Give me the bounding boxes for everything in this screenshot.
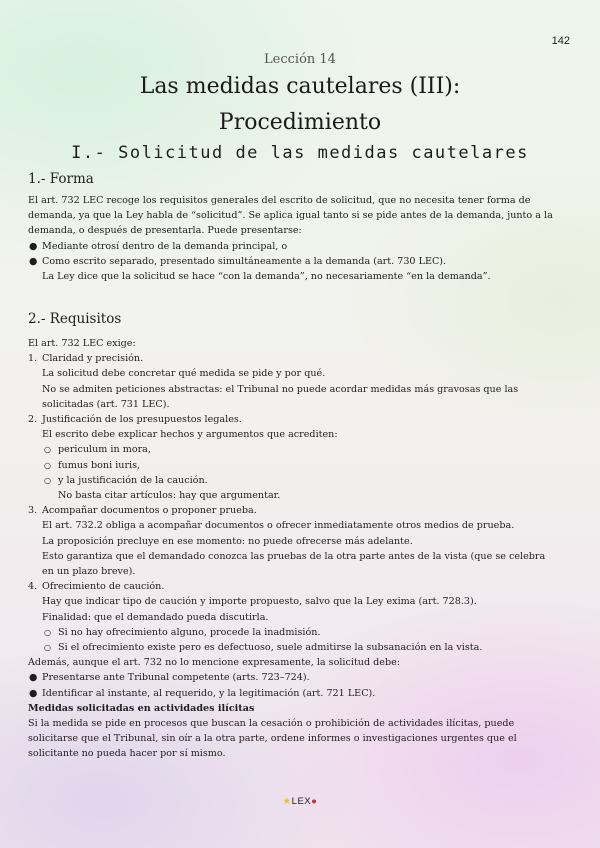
sub-list-item: ○ periculum in mora, (28, 442, 568, 457)
sub-list-item: ○ Si el ofrecimiento existe pero es defectuoso, suele admitirse la subsanación en la vista. (28, 640, 568, 655)
page-number: 142 (551, 35, 570, 47)
sub-list-item: ○ y la justificación de la caución. (28, 473, 568, 488)
circle-bullet-icon: ○ (44, 475, 51, 485)
section-forma-body (28, 193, 568, 284)
heading-forma: 1.- Forma (28, 171, 94, 187)
item-line: Esto garantiza que el demandado conozca las pruebas de la otra parte antes de la vista (que se celebra (42, 550, 546, 562)
list-item: ● Como escrito separado, presentado simultáneamente a la demanda (art. 730 LEC). (28, 254, 568, 269)
paragraph-line: El art. 732 LEC recoge los requisitos generales del escrito de solicitud, que no necesita tener forma de (28, 195, 531, 206)
bullet-icon: ● (29, 240, 38, 252)
list-item: ● Presentarse ante Tribunal competente (arts. 723–724). (28, 670, 568, 685)
heading-requisitos: 2.- Requisitos (28, 311, 122, 327)
page-title-line-1: Las medidas cautelares (III): (139, 74, 461, 99)
footer-logo (0, 796, 600, 807)
drop-icon: ● (311, 796, 318, 807)
page-title-line-2: Procedimiento (218, 110, 382, 135)
list-note: La Ley dice que la solicitud se hace “con la demanda”, no necesariamente “en la demanda”. (42, 271, 491, 283)
bullet-icon: ● (29, 687, 38, 699)
paragraph-line: Si la medida se pide en procesos que buscan la cesación o prohibición de actividades ilícitas, puede (28, 718, 515, 730)
sub-list-item: ○ fumus boni iuris, (28, 458, 568, 473)
lesson-label: Lección 14 (264, 52, 336, 67)
item-line: Hay que indicar tipo de caución y importe propuesto, salvo que la Ley exima (art. 728.3). (42, 596, 477, 608)
logo-text: LEX (291, 796, 312, 807)
numbered-item: 2. Justificación de los presupuestos legales. (28, 414, 242, 426)
item-line: El art. 732.2 obliga a acompañar documentos o ofrecer inmediatamente otros medios de prueba. (42, 520, 515, 532)
numbered-item: 3. Acompañar documentos o proponer prueba. (28, 505, 257, 517)
paragraph-line: El art. 732 LEC exige: (28, 338, 136, 349)
paragraph-line: Además, aunque el art. 732 no lo mencione expresamente, la solicitud debe: (28, 657, 401, 669)
item-line: solicitadas (art. 731 LEC). (42, 398, 170, 410)
numbered-item: 4. Ofrecimiento de caución. (28, 581, 165, 593)
numbered-item: 1. Claridad y precisión. (28, 353, 144, 365)
circle-bullet-icon: ○ (44, 460, 51, 470)
item-line: La proposición precluye en ese momento: no puede ofrecerse más adelante. (42, 535, 413, 547)
list-item: ● Mediante otrosí dentro de la demanda principal, o (28, 239, 568, 254)
illicit-heading: Medidas solicitadas en actividades ilícitas (28, 702, 255, 714)
item-note: No basta citar artículos: hay que argumentar. (58, 490, 281, 502)
item-line: en un plazo breve). (42, 566, 136, 578)
item-line: Finalidad: que el demandado pueda discutirla. (42, 611, 269, 623)
circle-bullet-icon: ○ (44, 627, 51, 637)
list-item: ● Identificar al instante, al requerido, y la legitimación (art. 721 LEC). (28, 686, 568, 701)
star-icon: ★ (282, 796, 292, 807)
paragraph-line: demanda, ya que la Ley habla de “solicitud”. Se aplica igual tanto si se pide antes de la demanda, junto a la (28, 210, 553, 222)
sub-list-item: ○ Si no hay ofrecimiento alguno, procede la inadmisión. (28, 625, 568, 640)
circle-bullet-icon: ○ (44, 643, 51, 653)
bullet-icon: ● (29, 255, 38, 267)
circle-bullet-icon: ○ (44, 445, 51, 455)
item-line: No se admiten peticiones abstractas: el Tribunal no puede acordar medidas más gravosas que las (42, 383, 519, 395)
paragraph-line: solicitante no pueda hacer por sí mismo. (28, 748, 226, 760)
item-line: La solicitud debe concretar qué medida se pide y por qué. (42, 368, 326, 380)
bullet-icon: ● (29, 672, 38, 684)
section-requisitos-body (28, 336, 568, 762)
section-subtitle: I.- Solicitud de las medidas cautelares (71, 143, 529, 163)
item-line: El escrito debe explicar hechos y argumentos que acrediten: (42, 429, 338, 441)
paragraph-line: solicitarse que el Tribunal, sin oír a la otra parte, ordene informes o investigaciones urgentes que el (28, 733, 517, 745)
paragraph-line: demanda, o después de presentarla. Puede presentarse: (28, 225, 302, 237)
